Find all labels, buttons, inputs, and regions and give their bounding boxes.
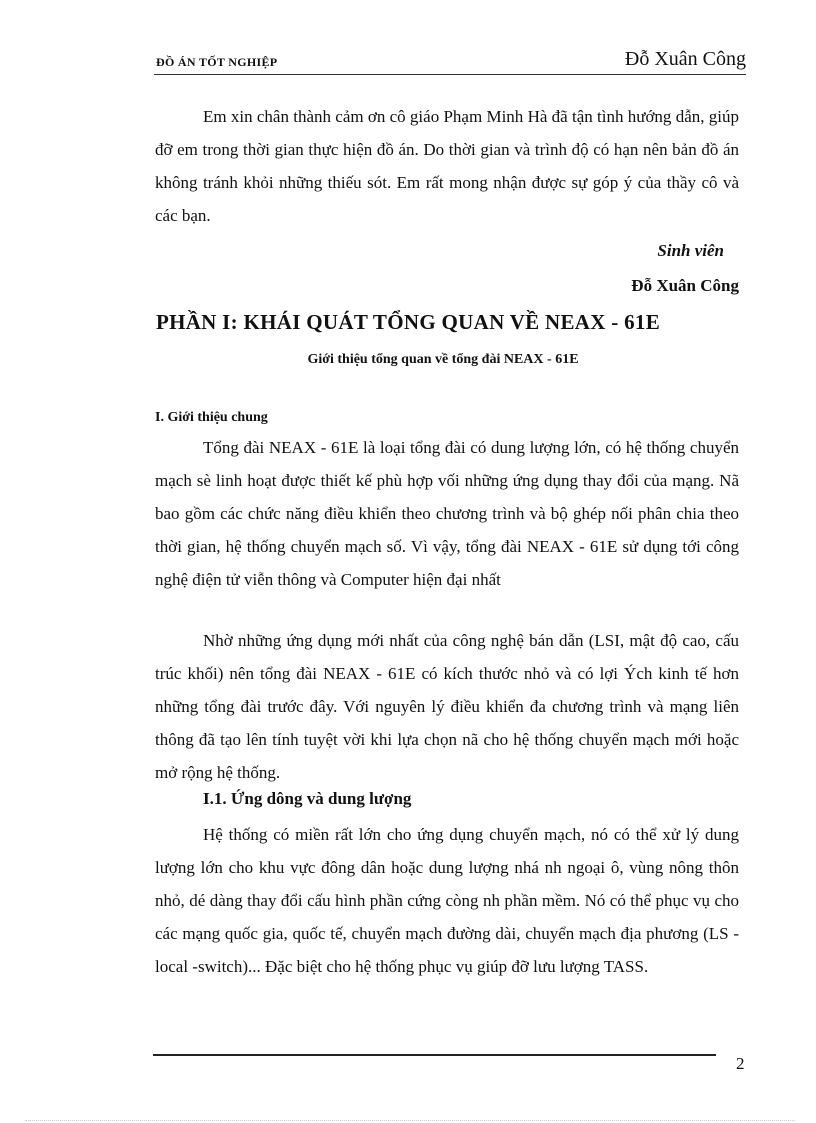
section-paragraph-2: Nhờ những ứng dụng mới nhất của công nghệ bán dẫn (LSI, mật độ cao, cấu trúc khối) nên tổng đài NEAX - 61E có kích thước nhỏ và có lợi Ých kinh tế hơn những tổng đài trước đây. Với nguyên lý điều khiển đa chương trình và mạng liên thông đã tạo lên tính tuyệt vời khi lựa chọn nã cho hệ thống chuyển mạch mới hoặc mở rộng hệ thống. <box>155 631 739 782</box>
header-author: Đỗ Xuân Công <box>624 48 746 70</box>
part-title: PHẦN I: KHÁI QUÁT TỔNG QUAN VỀ NEAX - 61E <box>155 310 661 334</box>
page-number: 2 <box>736 1054 745 1073</box>
section-heading: I. Giới thiệu chung <box>155 410 268 425</box>
signature-role: Sinh viên <box>657 241 724 260</box>
acknowledgement-paragraph: Em xin chân thành cảm ơn cô giáo Phạm Minh Hà đã tận tình hướng dẫn, giúp đỡ em trong thời gian thực hiện đồ án. Do thời gian và trình độ có hạn nên bản đồ án không tránh khỏi những thiếu sót. Em rất mong nhận được sự góp ý của thầy cô và các bạn. <box>155 107 739 225</box>
header-rule <box>154 74 746 75</box>
signature-name: Đỗ Xuân Công <box>631 276 739 295</box>
section-paragraph-1: Tổng đài NEAX - 61E là loại tổng đài có dung lượng lớn, có hệ thống chuyển mạch sè linh hoạt được thiết kế phù hợp vối những ứng dụng thay đổi của mạng. Nã bao gồm các chức năng điều khiển theo chương trình và bộ ghép nối phân chia theo thời gian, hệ thống chuyển mạch số. Vì vậy, tổng đài NEAX - 61E sử dụng tới công nghệ điện tử viễn thông và Computer hiện đại nhất <box>155 438 739 589</box>
subsection-paragraph: Hệ thống có miền rất lớn cho ứng dụng chuyển mạch, nó có thể xử lý dung lượng lớn cho khu vực đông dân hoặc dung lượng nhá nh ngoại ô, vùng nông thôn nhỏ, dé dàng thay đổi cấu hình phần cứng còng nh phần mềm. Nó có thể phục vụ cho các mạng quốc gia, quốc tế, chuyển mạch đường dài, chuyển mạch địa phương (LS - local -switch)... Đặc biệt cho hệ thống phục vụ giúp đỡ lưu lượng TASS. <box>155 825 739 976</box>
part-subtitle: Giới thiệu tổng quan về tổng đài NEAX - 61E <box>307 352 579 367</box>
footer-rule <box>153 1054 716 1056</box>
subsection-heading: I.1. Ứng dông và dung lượng <box>203 789 412 808</box>
page-edge <box>25 1120 795 1121</box>
header-title: ĐỒ ÁN TỐT NGHIỆP <box>156 55 278 69</box>
